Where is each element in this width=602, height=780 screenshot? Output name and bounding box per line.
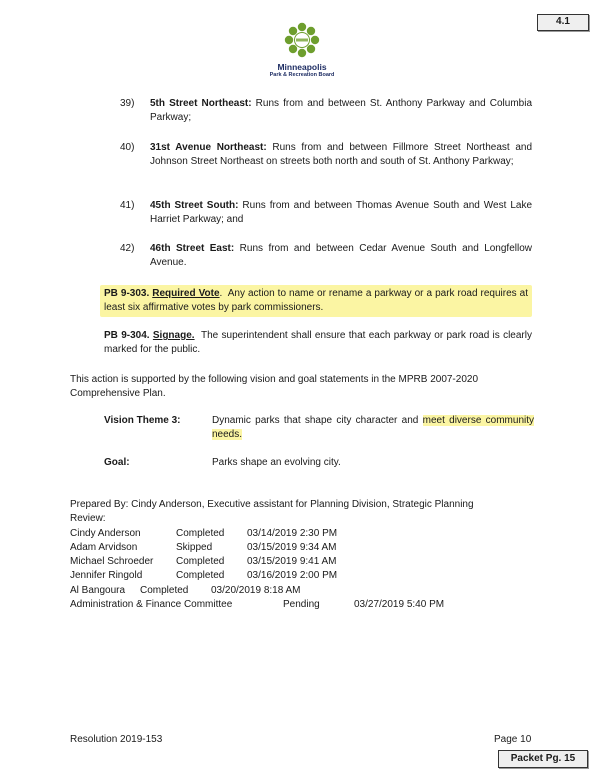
item-text: Runs from and between St. Anthony Parkway and Columbia Parkway; (150, 98, 532, 123)
review-status: Completed (176, 556, 225, 567)
resolution-number: Resolution 2019-153 (70, 734, 163, 745)
item-number: 40) (120, 142, 135, 153)
review-datetime: 03/15/2019 9:41 AM (247, 556, 337, 567)
item-text: Runs from and between Cedar Avenue South and Longfellow Avenue. (150, 243, 533, 268)
item-title: 5th Street Northeast: (150, 98, 252, 109)
vision-row (104, 414, 534, 442)
agenda-item-tag: 4.1 (537, 14, 589, 31)
review-datetime: 03/14/2019 2:30 PM (247, 528, 338, 539)
review-status: Skipped (176, 542, 213, 553)
logo-title: Minneapolis (277, 62, 327, 72)
reviewer-name: Administration & Finance Committee (70, 599, 233, 610)
item-title: 46th Street East: (150, 243, 235, 254)
section-code: PB 9-304. (104, 330, 150, 341)
support-statement: This action is supported by the following vision and goal statements in the MPRB 2007-2020 Comprehensive Plan. (70, 374, 479, 399)
review-datetime: 03/27/2019 5:40 PM (354, 599, 445, 610)
section-heading: Required Vote (152, 288, 220, 299)
vision-highlight: meet diverse community needs. (212, 415, 535, 440)
section-heading: Signage. (152, 330, 195, 341)
vision-label: Vision Theme 3: (104, 415, 181, 426)
review-datetime: 03/16/2019 2:00 PM (247, 570, 338, 581)
list-item (120, 97, 532, 125)
review-status: Completed (140, 585, 189, 596)
review-datetime: 03/15/2019 9:34 AM (247, 542, 337, 553)
item-number: 42) (120, 243, 135, 254)
reviewer-name: Al Bangoura (70, 585, 126, 596)
prepared-by: Prepared By: Cindy Anderson, Executive assistant for Planning Division, Strategic Planning (70, 499, 474, 510)
item-text: Runs from and between Fillmore Street Northeast and Johnson Street Northeast on streets both north and south of St. Anthony Parkway; (150, 142, 533, 167)
item-text: Runs from and between Thomas Avenue South and West Lake Harriet Parkway; and (150, 200, 533, 225)
goal-row (104, 456, 534, 470)
reviewer-name: Cindy Anderson (70, 528, 141, 539)
vision-text: Dynamic parks that shape city character and (212, 415, 423, 426)
tree-logo-icon (282, 22, 322, 60)
section-pb-9-304 (104, 329, 532, 357)
highlighted-passage: PB 9-303. Required Vote. Any action to name or rename a parkway or a park road requires at least six affirmative votes by park commissioners. (100, 285, 532, 317)
reviewer-name: Adam Arvidson (70, 542, 138, 553)
item-number: 41) (120, 200, 135, 211)
item-title: 45th Street South: (150, 200, 239, 211)
review-datetime: 03/20/2019 8:18 AM (211, 585, 301, 596)
reviewer-name: Michael Schroeder (70, 556, 154, 567)
goal-text: Parks shape an evolving city. (212, 457, 341, 468)
list-item (120, 141, 532, 169)
review-status: Pending (283, 599, 320, 610)
mprb-logo (254, 22, 350, 79)
review-status: Completed (176, 570, 225, 581)
item-number: 39) (120, 98, 135, 109)
list-item (120, 242, 532, 270)
section-code: PB 9-303. (104, 288, 150, 299)
page-number: Page 10 (494, 734, 532, 745)
packet-page-tag: Packet Pg. 15 (498, 750, 588, 768)
list-item (120, 199, 532, 227)
goal-label: Goal: (104, 457, 130, 468)
section-text: The superintendent shall ensure that each parkway or park road is clearly marked for the public. (104, 330, 532, 355)
logo-subtitle: Park & Recreation Board (269, 72, 335, 78)
reviewer-name: Jennifer Ringold (70, 570, 143, 581)
item-title: 31st Avenue Northeast: (150, 142, 267, 153)
section-text: Any action to name or rename a parkway or a park road requires at least six affirmative votes by park commissioners. (104, 288, 529, 313)
review-status: Completed (176, 528, 225, 539)
review-label: Review: (70, 513, 106, 524)
section-pb-9-303 (104, 285, 532, 317)
